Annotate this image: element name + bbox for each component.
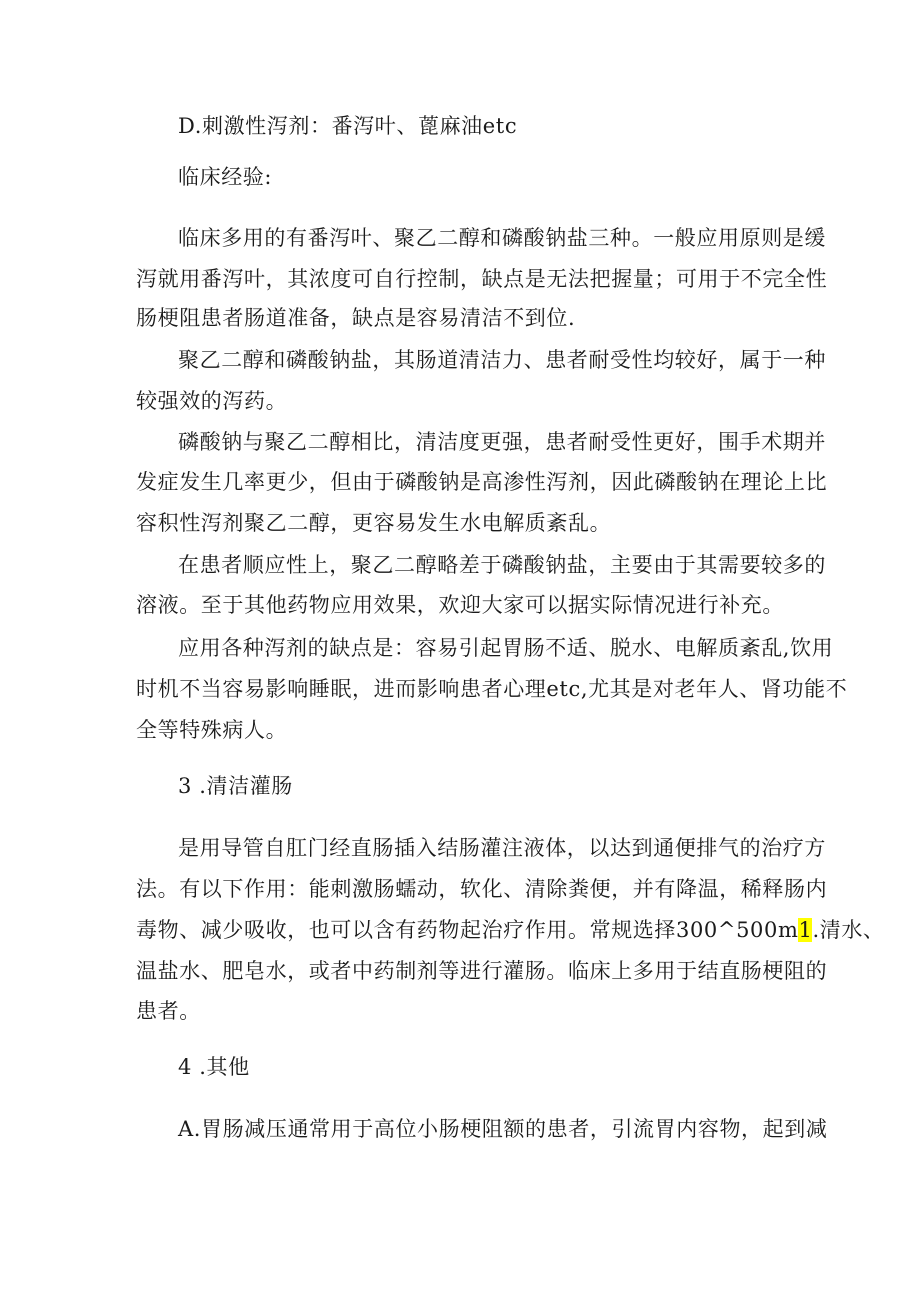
text-line: D.刺激性泻剂：番泻叶、蓖麻油etc bbox=[178, 114, 518, 138]
text-line: 温盐水、肥皂水，或者中药制剂等进行灌肠。临床上多用于结直肠梗阻的 bbox=[136, 959, 828, 983]
section-heading: 4 .其他 bbox=[178, 1055, 250, 1079]
text-line: 是用导管自肛门经直肠插入结肠灌注液体，以达到通便排气的治疗方 bbox=[178, 836, 826, 860]
text-line: 在患者顺应性上，聚乙二醇略差于磷酸钠盐，主要由于其需要较多的 bbox=[178, 553, 826, 577]
text-line: 容积性泻剂聚乙二醇，更容易发生水电解质紊乱。 bbox=[136, 511, 612, 535]
text-line: 患者。 bbox=[136, 999, 201, 1023]
text-line: 应用各种泻剂的缺点是：容易引起胃肠不适、脱水、电解质紊乱,饮用 bbox=[178, 636, 834, 660]
text-line: 泻就用番泻叶，其浓度可自行控制，缺点是无法把握量；可用于不完全性 bbox=[136, 267, 828, 291]
text-line: 临床多用的有番泻叶、聚乙二醇和磷酸钠盐三种。一般应用原则是缓 bbox=[178, 226, 826, 250]
text-segment: .清水、 bbox=[812, 918, 885, 942]
text-line: 聚乙二醇和磷酸钠盐，其肠道清洁力、患者耐受性均较好，属于一种 bbox=[178, 348, 826, 372]
text-line: 磷酸钠与聚乙二醇相比，清洁度更强，患者耐受性更好，围手术期并 bbox=[178, 430, 826, 454]
text-segment: 毒物、减少吸收，也可以含有药物起治疗作用。常规选择300^500m bbox=[136, 918, 799, 942]
text-line: 全等特殊病人。 bbox=[136, 718, 288, 742]
text-line bbox=[136, 915, 885, 945]
text-line: 法。有以下作用：能刺激肠蠕动，软化、清除粪便，并有降温，稀释肠内 bbox=[136, 877, 828, 901]
text-line: 较强效的泻药。 bbox=[136, 389, 288, 413]
text-line: 溶液。至于其他药物应用效果，欢迎大家可以据实际情况进行补充。 bbox=[136, 593, 784, 617]
highlighted-text: 1 bbox=[798, 918, 813, 942]
text-line: 临床经验: bbox=[178, 165, 273, 189]
section-heading: 3 .清洁灌肠 bbox=[178, 774, 293, 798]
text-line: 发症发生几率更少，但由于磷酸钠是高渗性泻剂，因此磷酸钠在理论上比 bbox=[136, 470, 828, 494]
text-line: 时机不当容易影响睡眠，进而影响患者心理etc,尤其是对老年人、肾功能不 bbox=[136, 677, 848, 701]
text-line: 肠梗阻患者肠道准备，缺点是容易清洁不到位. bbox=[136, 306, 576, 330]
text-line: A.胃肠减压通常用于高位小肠梗阻额的患者，引流胃内容物，起到减 bbox=[178, 1117, 828, 1141]
